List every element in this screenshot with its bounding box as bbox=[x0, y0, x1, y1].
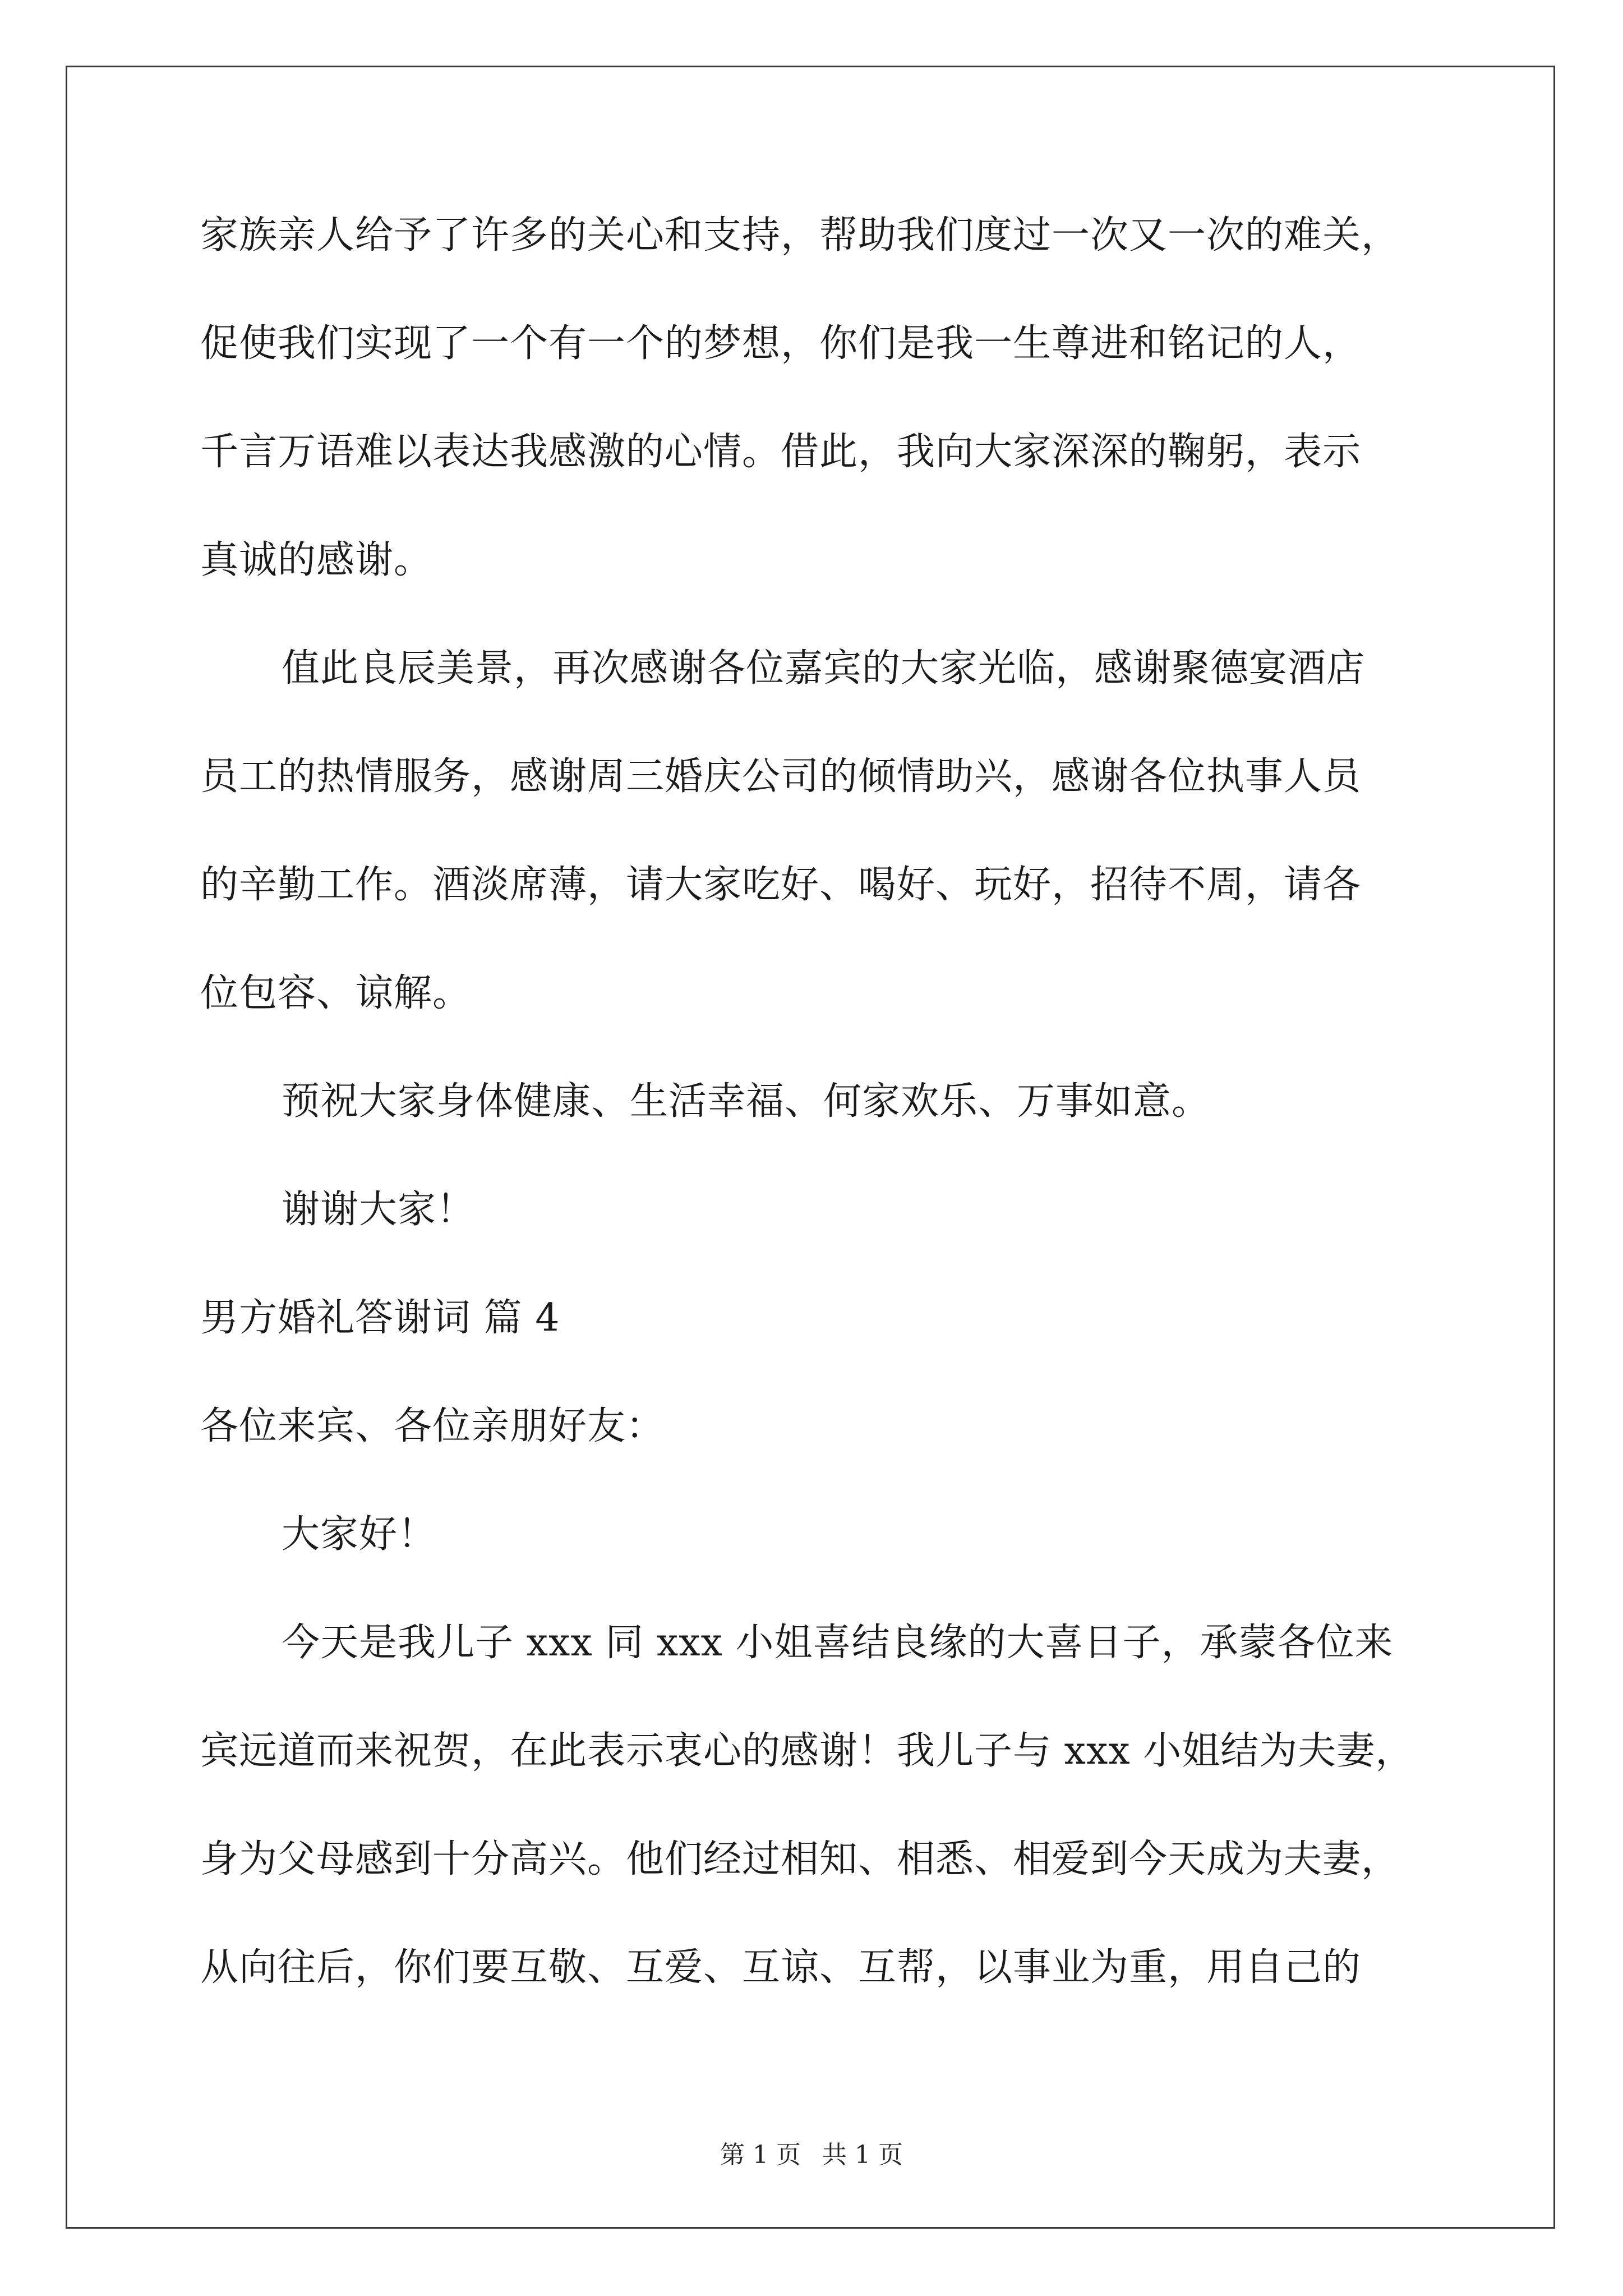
text-line: 从向往后，你们要互敬、互爱、互谅、互帮，以事业为重，用自己的 bbox=[200, 1945, 1362, 1990]
text-line: 家族亲人给予了许多的关心和支持，帮助我们度过一次又一次的难关， bbox=[200, 213, 1400, 257]
page-total: 共 1 页 bbox=[822, 2141, 903, 2169]
text-line: 谢谢大家！ bbox=[282, 1188, 476, 1232]
salutation: 各位来宾、各位亲朋好友： bbox=[200, 1404, 665, 1448]
greeting: 大家好！ bbox=[282, 1512, 437, 1557]
page-border bbox=[66, 66, 1555, 2229]
text-line: 员工的热情服务，感谢周三婚庆公司的倾情助兴，感谢各位执事人员 bbox=[200, 754, 1362, 799]
page-number: 第 1 页 bbox=[720, 2141, 801, 2169]
text-line: 身为父母感到十分高兴。他们经过相知、相悉、相爱到今天成为夫妻， bbox=[200, 1837, 1400, 1881]
text-line: 的辛勤工作。酒淡席薄，请大家吃好、喝好、玩好，招待不周，请各 bbox=[200, 863, 1362, 907]
section-heading: 男方婚礼答谢词 篇 4 bbox=[200, 1296, 560, 1340]
text-line: 值此良辰美景，再次感谢各位嘉宾的大家光临，感谢聚德宴酒店 bbox=[282, 646, 1366, 691]
text-line: 今天是我儿子 xxx 同 xxx 小姐喜结良缘的大喜日子，承蒙各位来 bbox=[282, 1621, 1394, 1665]
text-line: 促使我们实现了一个有一个的梦想，你们是我一生尊进和铭记的人， bbox=[200, 321, 1362, 366]
text-line: 真诚的感谢。 bbox=[200, 538, 433, 582]
page-footer bbox=[0, 2138, 1623, 2172]
text-line: 宾远道而来祝贺，在此表示衷心的感谢！我儿子与 xxx 小姐结为夫妻， bbox=[200, 1729, 1414, 1773]
text-line: 位包容、谅解。 bbox=[200, 971, 472, 1015]
text-line: 千言万语难以表达我感激的心情。借此，我向大家深深的鞠躬，表示 bbox=[200, 430, 1362, 474]
text-line: 预祝大家身体健康、生活幸福、何家欢乐、万事如意。 bbox=[282, 1079, 1211, 1124]
